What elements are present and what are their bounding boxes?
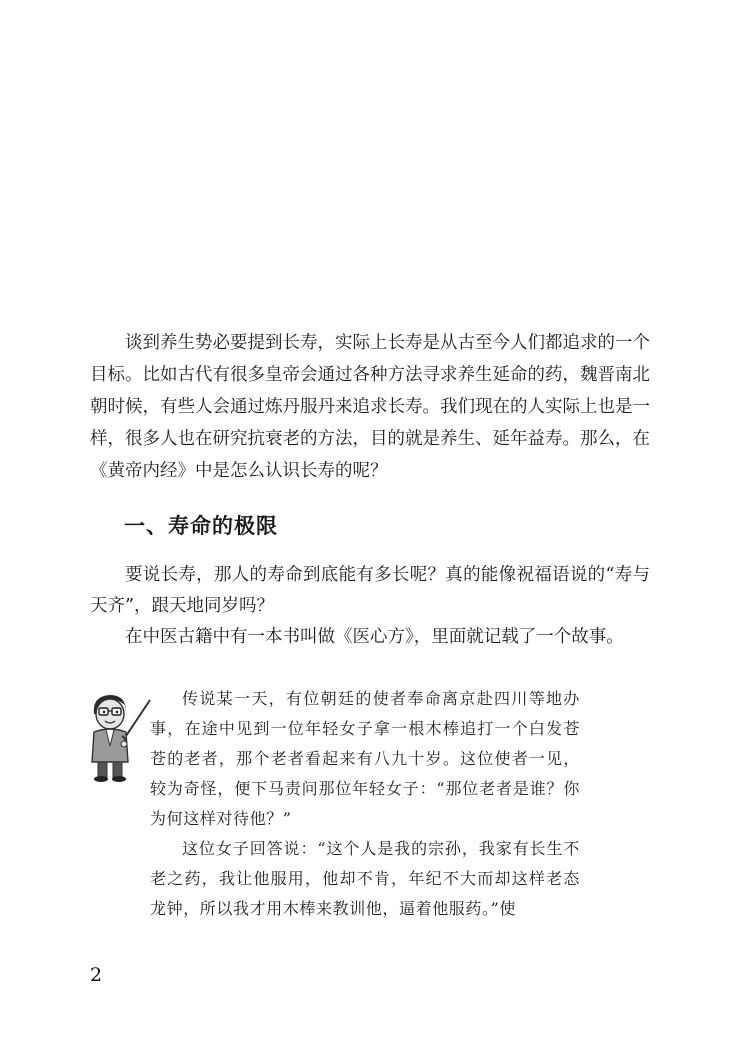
- section-paragraph-1: 要说长寿，那人的寿命到底能有多长呢？真的能像祝福语说的“寿与天齐”，跟天地同岁吗？: [90, 565, 650, 616]
- teacher-with-pointer-icon: [82, 690, 154, 785]
- section-heading: 一、寿命的极限: [124, 514, 278, 538]
- section-paragraph-2: 在中医古籍中有一本书叫做《医心方》，里面就记载了一个故事。: [125, 627, 624, 647]
- section-text: [90, 560, 650, 653]
- story-paragraph-2: 这位女子回答说：“这个人是我的宗孙，我家有长生不老之药，我让他服用，他却不肯，年纪不大而却这样老态龙钟，所以我才用木棒来教训他，逼着他服药。”使: [150, 839, 580, 918]
- intro-paragraph: 谈到养生势必要提到长寿，实际上长寿是从古至今人们都追求的一个目标。比如古代有很多皇帝会通过各种方法寻求养生延命的药，魏晋南北朝时候，有些人会通过炼丹服丹来追求长寿。我们现在的人实际上也是一样，很多人也在研究抗衰老的方法，目的就是养生、延年益寿。那么，在《黄帝内经》中是怎么认识长寿的呢？: [90, 333, 650, 481]
- story-paragraph-1: 传说某一天，有位朝廷的使者奉命离京赴四川等地办事，在途中见到一位年轻女子拿一根木棒追打一个白发苍苍的老者，那个老者看起来有八九十岁。这位使者一见，较为奇怪，便下马责问那位年轻女子：“那位老者是谁？你为何这样对待他？”: [150, 689, 580, 828]
- intro-text: [90, 327, 650, 487]
- story-box: [150, 684, 580, 924]
- page-number: 2: [90, 964, 103, 986]
